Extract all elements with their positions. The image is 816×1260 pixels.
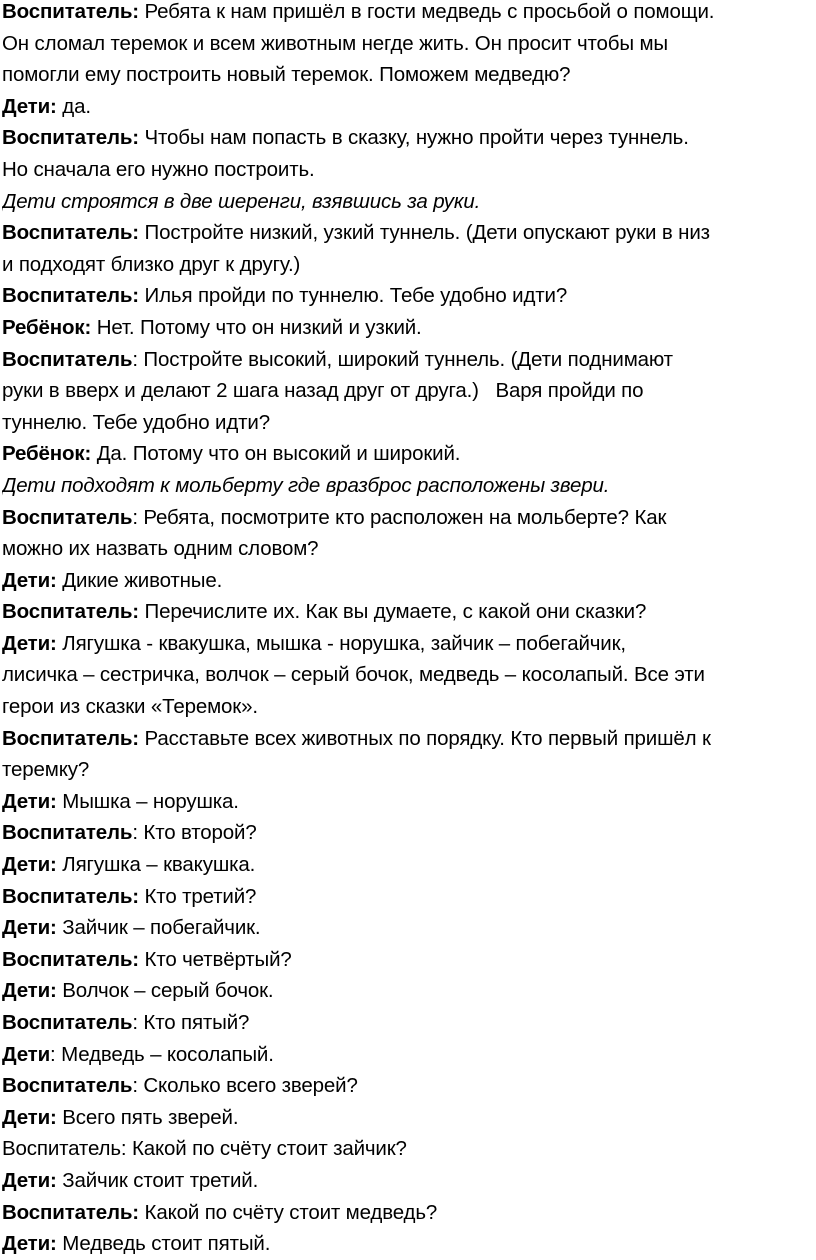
line-text: : Постройте высокий, широкий туннель. (Дети поднимают <box>132 347 673 371</box>
line-text: Медведь стоит пятый. <box>56 1232 271 1256</box>
speaker-label: Дети: <box>2 1232 57 1256</box>
text-line <box>2 28 816 60</box>
text-line <box>2 1039 816 1071</box>
speaker-label: Воспитатель: <box>2 884 139 908</box>
text-line <box>2 754 816 786</box>
line-text: лисичка – сестричка, волчок – серый бочок, медведь – косолапый. Все эти <box>2 663 705 687</box>
speaker-label: Воспитатель: <box>2 126 139 150</box>
speaker-label: Дети: <box>2 853 57 877</box>
line-text: : Медведь – косолапый. <box>50 1042 274 1066</box>
text-line <box>2 912 816 944</box>
text-line <box>2 186 816 218</box>
speaker-label: Дети: <box>2 1105 57 1129</box>
speaker-label: Дети: <box>2 916 57 940</box>
speaker-label: Ребёнок: <box>2 315 92 339</box>
speaker-label: Дети: <box>2 94 57 118</box>
text-line <box>2 881 816 913</box>
line-text: руки в вверх и делают 2 шага назад друг от друга.) Варя пройди по <box>2 379 644 403</box>
speaker-label: Воспитатель: <box>2 284 139 308</box>
speaker-label: Дети: <box>2 1168 57 1192</box>
text-line <box>2 1165 816 1197</box>
text-line <box>2 1070 816 1102</box>
line-text: : Ребята, посмотрите кто расположен на мольберте? Как <box>132 505 667 529</box>
line-text: да. <box>56 94 91 118</box>
text-line <box>2 502 816 534</box>
text-line <box>2 122 816 154</box>
text-line <box>2 312 816 344</box>
text-line <box>2 249 816 281</box>
speaker-label: Воспитатель: <box>2 600 139 624</box>
text-line <box>2 1197 816 1229</box>
line-text: Кто третий? <box>138 884 257 908</box>
text-line <box>2 344 816 376</box>
speaker-label: Дети <box>2 1042 51 1066</box>
line-text: Волчок – серый бочок. <box>56 979 274 1003</box>
text-line <box>2 1133 816 1165</box>
speaker-label: Воспитатель <box>2 821 133 845</box>
line-text: : Кто второй? <box>132 821 257 845</box>
line-text: Какой по счёту стоит медведь? <box>138 1200 438 1224</box>
line-text: туннелю. Тебе удобно идти? <box>2 410 270 434</box>
line-text: герои из сказки «Теремок». <box>2 695 258 719</box>
text-line <box>2 91 816 123</box>
line-text: и подходят близко друг к другу.) <box>2 252 301 276</box>
dialogue-text <box>2 0 816 1260</box>
speaker-label: Воспитатель <box>2 1074 133 1098</box>
text-line <box>2 565 816 597</box>
line-text: помогли ему построить новый теремок. Поможем медведю? <box>2 63 571 87</box>
line-text: Дикие животные. <box>56 568 223 592</box>
line-text: : Кто пятый? <box>132 1011 250 1034</box>
line-text: : Сколько всего зверей? <box>132 1074 358 1098</box>
line-text: Постройте низкий, узкий туннель. (Дети опускают руки в низ <box>138 221 710 245</box>
text-line <box>2 280 816 312</box>
line-text: Да. Потому что он высокий и широкий. <box>91 442 461 466</box>
speaker-label: Воспитатель: <box>2 0 139 23</box>
text-line <box>2 470 816 502</box>
text-line <box>2 659 816 691</box>
text-line <box>2 1007 816 1039</box>
line-text: Нет. Потому что он низкий и узкий. <box>91 315 422 339</box>
line-text: Всего пять зверей. <box>56 1105 239 1129</box>
speaker-label: Воспитатель: <box>2 1200 139 1224</box>
speaker-label: Дети: <box>2 979 57 1003</box>
line-text: Расставьте всех животных по порядку. Кто первый пришёл к <box>138 726 711 750</box>
text-line <box>2 596 816 628</box>
text-line <box>2 849 816 881</box>
line-text: Илья пройди по туннелю. Тебе удобно идти? <box>138 284 568 308</box>
text-line <box>2 1228 816 1260</box>
line-text: можно их назвать одним словом? <box>2 537 319 561</box>
text-line <box>2 438 816 470</box>
speaker-label: Воспитатель: <box>2 726 139 750</box>
line-text: Но сначала его нужно построить. <box>2 157 315 181</box>
speaker-label: Воспитатель <box>2 505 133 529</box>
line-text: Лягушка – квакушка. <box>56 853 256 877</box>
stage-direction: Дети подходят к мольберту где вразброс расположены звери. <box>2 473 610 497</box>
speaker-label: Воспитатель: <box>2 221 139 245</box>
speaker-label: Дети: <box>2 789 57 813</box>
line-text: Зайчик стоит третий. <box>56 1168 259 1192</box>
text-line <box>2 975 816 1007</box>
line-text: Ребята к нам пришёл в гости медведь с просьбой о помощи. <box>138 0 715 23</box>
text-line <box>2 944 816 976</box>
line-text: Зайчик – побегайчик. <box>56 916 261 940</box>
speaker-label: Дети: <box>2 568 57 592</box>
text-line <box>2 375 816 407</box>
text-line <box>2 691 816 723</box>
text-line <box>2 817 816 849</box>
line-text: Перечислите их. Как вы думаете, с какой они сказки? <box>138 600 647 624</box>
line-text: теремку? <box>2 758 90 782</box>
text-line <box>2 59 816 91</box>
speaker-label: Дети: <box>2 631 57 655</box>
speaker-label: Воспитатель <box>2 1011 133 1034</box>
speaker-label: Ребёнок: <box>2 442 92 466</box>
line-text: Он сломал теремок и всем животным негде жить. Он просит чтобы мы <box>2 31 668 55</box>
text-line <box>2 154 816 186</box>
line-text: Чтобы нам попасть в сказку, нужно пройти через туннель. <box>138 126 689 150</box>
line-text: Кто четвёртый? <box>138 947 292 971</box>
line-text: Воспитатель: Какой по счёту стоит зайчик? <box>2 1137 407 1161</box>
speaker-label: Воспитатель: <box>2 947 139 971</box>
text-line <box>2 407 816 439</box>
text-line <box>2 0 816 28</box>
line-text: Мышка – норушка. <box>56 789 239 813</box>
text-line <box>2 533 816 565</box>
text-line <box>2 786 816 818</box>
text-line <box>2 723 816 755</box>
text-line <box>2 1102 816 1134</box>
text-line <box>2 217 816 249</box>
stage-direction: Дети строятся в две шеренги, взявшись за руки. <box>2 189 481 213</box>
speaker-label: Воспитатель <box>2 347 133 371</box>
line-text: Лягушка - квакушка, мышка - норушка, зайчик – побегайчик, <box>56 631 626 655</box>
text-line <box>2 628 816 660</box>
